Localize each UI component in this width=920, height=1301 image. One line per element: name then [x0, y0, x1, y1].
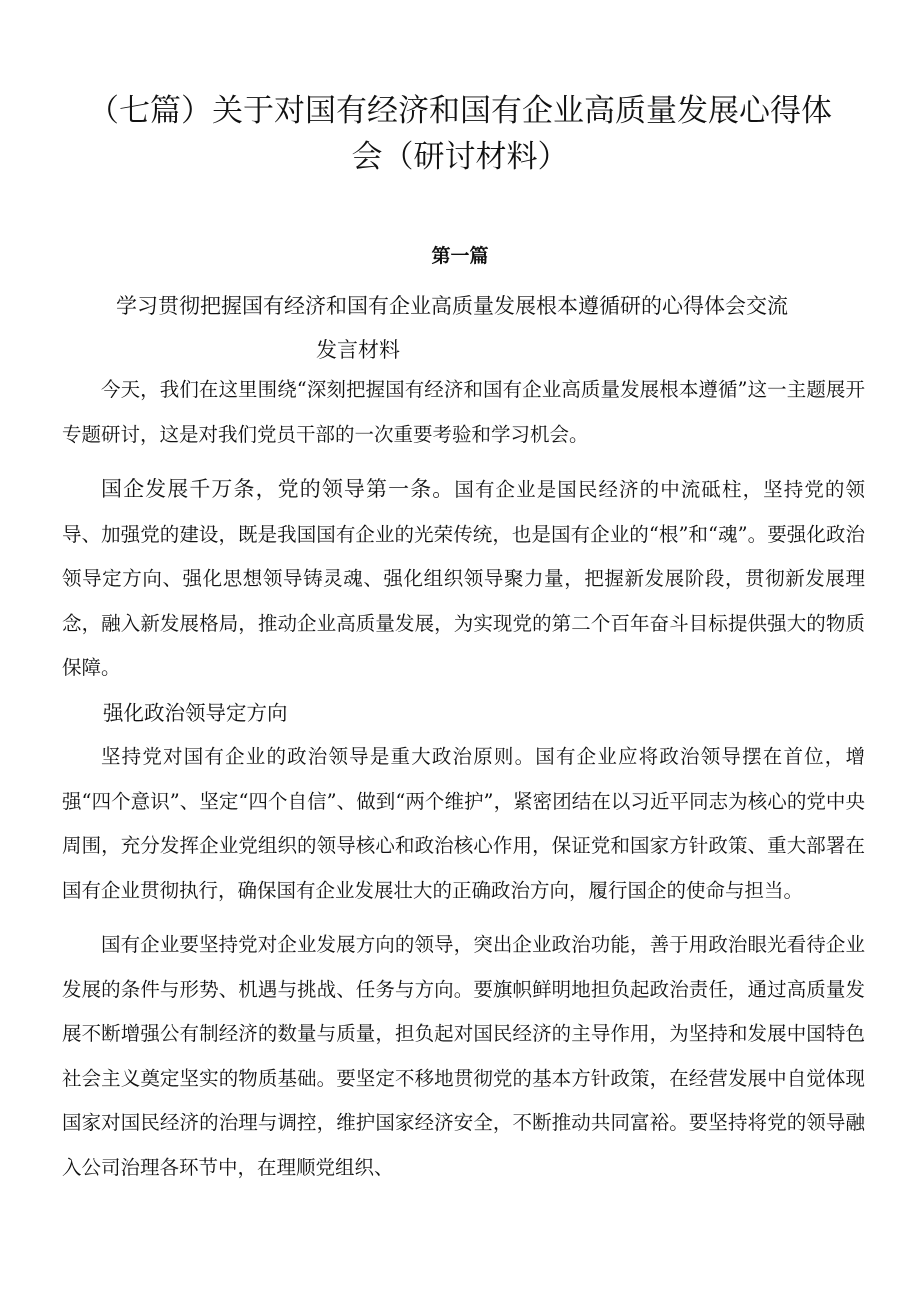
subtitle-line-1: 学习贯彻把握国有经济和国有企业高质量发展根本遵循研的心得体会交流 — [116, 294, 788, 318]
title-line-1: （七篇）关于对国有经济和国有企业高质量发展心得体 — [88, 93, 832, 129]
document-title — [60, 88, 860, 180]
paragraph-enterprise-direction: 国有企业要坚持党对企业发展方向的领导，突出企业政治功能，善于用政治眼光看待企业发展的条件与形势、机遇与挑战、任务与方向。要旗帜鲜明地担负起政治责任，通过高质量发展不断增强公有制经济的数量与质量，担负起对国民经济的主导作用，为坚持和发展中国特色社会主义奠定坚实的物质基础。要坚定不移地贯彻党的基本方针政策，在经营发展中自觉体现国家对国民经济的治理与调控，维护国家经济安全，不断推动共同富裕。要坚持将党的领导融入公司治理各环节中，在理顺党组织、 — [62, 933, 865, 1179]
paragraph-intro: 今天，我们在这里围绕“深刻把握国有经济和国有企业高质量发展根本遵循”这一主题展开专题研讨，这是对我们党员干部的一次重要考验和学习机会。 — [62, 378, 865, 446]
article-body — [62, 368, 865, 1190]
paragraph-political-leadership: 坚持党对国有企业的政治领导是重大政治原则。国有企业应将政治领导摆在首位，增强“四个意识”、坚定“四个自信”、做到“两个维护”，紧密团结在以习近平同志为核心的党中央周围，充分发挥企业党组织的领导核心和政治核心作用，保证党和国家方针政策、重大部署在国有企业贯彻执行，确保国有企业发展壮大的正确政治方向，履行国企的使命与担当。 — [62, 745, 865, 902]
section-heading: 第一篇 — [431, 245, 489, 267]
subtitle-line-2: 发言材料 — [316, 338, 400, 362]
subsection-heading: 强化政治领导定方向 — [103, 700, 288, 725]
paragraph-body: 国有企业是国民经济的中流砥柱，坚持党的领导、加强党的建设，既是我国国有企业的光荣传统，也是国有企业的“根”和“魂”。要强化政治领导定方向、强化思想领导铸灵魂、强化组织领导聚力量，把握新发展阶段，贯彻新发展理念，融入新发展格局，推动企业高质量发展，为实现党的第二个百年奋斗目标提供强大的物质保障。 — [62, 478, 865, 679]
paragraph-lead-sentence: 国企发展千万条，党的领导第一条。 — [101, 477, 455, 501]
paragraph-party-leadership — [62, 467, 865, 691]
article-subtitle — [116, 284, 876, 372]
title-line-2: 会（研讨材料） — [351, 139, 569, 175]
